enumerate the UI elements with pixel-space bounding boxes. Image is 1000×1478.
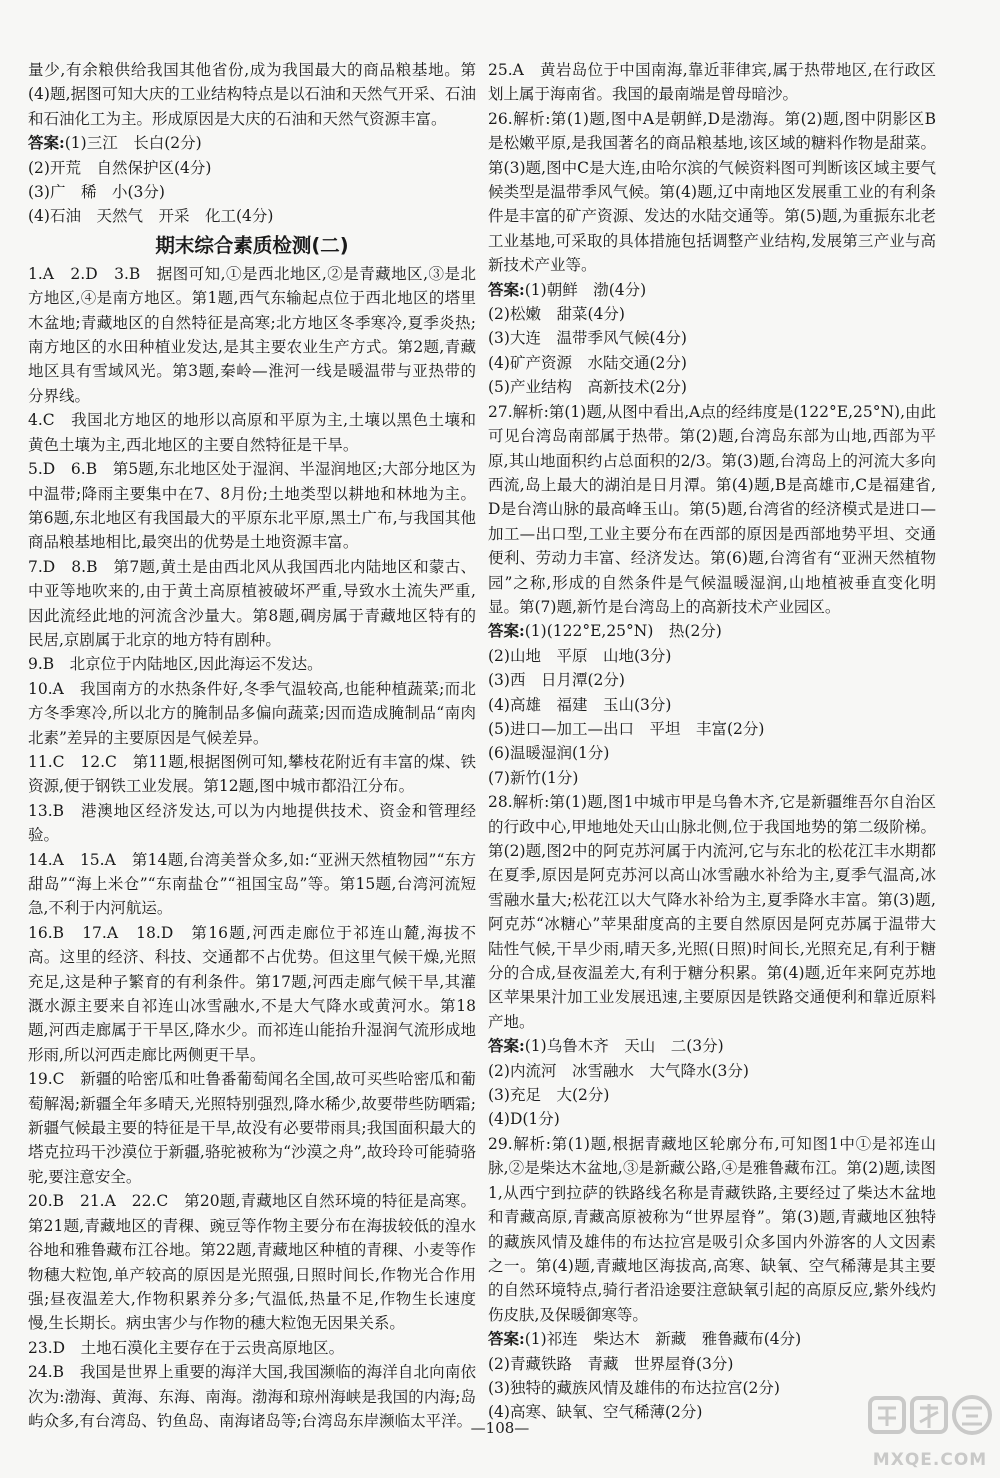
- text-line: [28, 848, 476, 921]
- entry-text: (6)温暖湿润(1分): [488, 744, 610, 763]
- text-line: [488, 375, 936, 399]
- entry-text: 9.B 北京位于内陆地区,因此海运不发达。: [28, 655, 323, 674]
- watermark-icon: [866, 1392, 994, 1454]
- entry-text: 10.A 我国南方的水热条件好,冬季气温较高,也能种植蔬菜;而北方冬季寒冷,所以北方的腌制品多偏向蔬菜;因而造成腌制品“南肉北素”差异的主要原因是气候差异。: [28, 679, 476, 747]
- answer-line: [488, 1034, 936, 1058]
- entry-text: 13.B 港澳地区经济发达,可以为内地提供技术、资金和管理经验。: [28, 801, 476, 845]
- answer-label: 答案:: [488, 1329, 525, 1349]
- text-line: [488, 1132, 936, 1327]
- answer-label: 答案:: [488, 621, 525, 641]
- text-line: [488, 766, 936, 790]
- text-line: [28, 677, 476, 750]
- entry-text: 1.A 2.D 3.B 据图可知,①是西北地区,②是青藏地区,③是北方地区,④是南方地区。第1题,西气东输起点位于西北地区的塔里木盆地;青藏地区的自然特征是高寒;北方地区冬季寒冷,夏季炎热;南方地区的水田种植业发达,是其主要农业生产方式。第2题,青藏地区具有雪域风光。第3题,秦岭—淮河一线是暖温带与亚热带的分界线。: [28, 264, 476, 405]
- text-line: [28, 921, 476, 1067]
- text-line: [28, 1067, 476, 1189]
- entry-text: 11.C 12.C 第11题,根据图例可知,攀枝花附近有丰富的煤、铁资源,便于钢铁工业发展。第12题,图中城市都沿江分布。: [28, 752, 476, 796]
- entry-text: (2)松嫩 甜菜(4分): [488, 305, 625, 324]
- entry-text: 24.B 我国是世界上重要的海洋大国,我国濒临的海洋自北向南依次为:渤海、黄海、东海、南海。渤海和琼州海峡是我国的内海;岛屿众多,有台湾岛、钓鱼岛、南海诸岛等;台湾岛东岸濒临太平洋。: [28, 1363, 476, 1430]
- entry-text: 19.C 新疆的哈密瓜和吐鲁番葡萄闻名全国,故可买些哈密瓜和葡萄解渴;新疆全年多晴天,光照特别强烈,降水稀少,故要带些防晒霜;新疆气候最主要的特征是干旱,故没有必要带雨具;我国面积最大的塔克拉玛干沙漠位于新疆,骆驼被称为“沙漠之舟”,故玲玲可能骑骆驼,要注意安全。: [28, 1070, 476, 1186]
- text-line: [488, 790, 936, 1034]
- answer-line: [488, 278, 936, 302]
- answer-line: [488, 1327, 936, 1351]
- text-line: [488, 1107, 936, 1131]
- entry-text: (4)D(1分): [488, 1110, 560, 1129]
- entry-text: (3)独特的藏族风情及雄伟的布达拉宫(2分): [488, 1378, 780, 1397]
- entry-text: (2)内流河 冰雪融水 大气降水(3分): [488, 1061, 749, 1080]
- text-line: [488, 107, 936, 278]
- page-number: —108—: [470, 1419, 530, 1437]
- entry-text: (4)矿产资源 水陆交通(2分): [488, 353, 687, 372]
- text-line: [28, 262, 476, 408]
- entry-text: 25.A 黄岩岛位于中国南海,靠近菲律宾,属于热带地区,在行政区划上属于海南省。我国的最南端是曾母暗沙。: [488, 61, 936, 104]
- text-line: [488, 693, 936, 717]
- text-line: [28, 204, 476, 228]
- entry-text: (2)开荒 自然保护区(4分): [28, 158, 212, 177]
- entry-text: (7)新竹(1分): [488, 768, 579, 787]
- text-line: [488, 58, 936, 107]
- answer-line: [28, 131, 476, 155]
- entry-text: 5.D 6.B 第5题,东北地区处于湿润、半湿润地区;大部分地区为中温带;降雨主要集中在7、8月份;土地类型以耕地和林地为主。第6题,东北地区有我国最大的平原东北平原,黑土广布,与我国其他商品粮基地相比,最突出的优势是土地资源丰富。: [28, 460, 476, 552]
- entry-text: (5)进口—加工—出口 平坦 丰富(2分): [488, 719, 765, 738]
- text-line: [488, 326, 936, 350]
- entry-text: 27.解析:第(1)题,从图中看出,A点的经纬度是(122°E,25°N),由此可见台湾岛南部属于热带。第(2)题,台湾岛东部为山地,西部为平原,其山地面积约占总面积的2/3。第(3)题,台湾岛上的河流大多向西流,岛上最大的湖泊是日月潭。第(4)题,B是高雄市,C是福建省,D是台湾山脉的最高峰玉山。第(5)题,台湾省的经济模式是进口—加工—出口型,工业主要分布在西部的原因是西部地势平坦、交通便利、劳动力丰富、经济发达。第(6)题,台湾省有“亚洲天然植物园”之称,形成的自然条件是气候温暖湿润,山地植被垂直变化明显。第(7)题,新竹是台湾岛上的高新技术产业园区。: [488, 402, 937, 616]
- text-line: [488, 351, 936, 375]
- text-line: [28, 1189, 476, 1335]
- right-column: [488, 58, 936, 1425]
- entry-text: 14.A 15.A 第14题,台湾美誉众多,如:“亚洲天然植物园”“东方甜岛”“海上米仓”“东南盐仓”“祖国宝岛”等。第15题,台湾河流短急,不利于内河航运。: [28, 850, 476, 918]
- left-column: [28, 58, 476, 1433]
- entry-text: 28.解析:第(1)题,图1中城市甲是乌鲁木齐,它是新疆维吾尔自治区的行政中心,甲地地处天山山脉北侧,位于我国地势的第二级阶梯。第(2)题,图2中的阿克苏河属于内流河,它与东北的松花江丰水期都在夏季,原因是阿克苏河以高山冰雪融水补给为主,夏季气温高,冰雪融水量大;松花江以大气降水补给为主,夏季降水丰富。第(3)题,阿克苏“冰糖心”苹果甜度高的主要自然原因是阿克苏属于温带大陆性气候,干旱少雨,晴天多,光照(日照)时间长,光照充足,有利于糖分的合成,昼夜温差大,有利于糖分积累。第(4)题,近年来阿克苏地区苹果果汁加工业发展迅速,主要原因是铁路交通便利和靠近原料产地。: [488, 793, 936, 1031]
- answer-label: 答案:: [488, 1036, 525, 1056]
- watermark-text: MXQE.COM: [872, 1449, 988, 1470]
- entry-text: (3)广 稀 小(3分): [28, 183, 165, 202]
- text-line: [28, 750, 476, 799]
- entry-text: (4)高寒、缺氧、空气稀薄(2分): [488, 1403, 703, 1422]
- entry-text: 26.解析:第(1)题,图中A是朝鲜,D是渤海。第(2)题,图中阴影区B是松嫩平原,是我国著名的商品粮基地,该区域的糖料作物是甜菜。第(3)题,图中C是大连,由哈尔滨的气候资料图可判断该区域主要气候类型是温带季风气候。第(4)题,辽中南地区发展重工业的有利条件是丰富的矿产资源、发达的水陆交通等。第(5)题,为重振东北老工业基地,可采取的具体措施包括调整产业结构,发展第三产业与高新技术产业等。: [488, 109, 936, 275]
- text-line: [488, 644, 936, 668]
- text-line: [488, 668, 936, 692]
- entry-text: (1)乌鲁木齐 天山 二(3分): [524, 1037, 724, 1056]
- entry-text: (1)朝鲜 渤(4分): [524, 280, 647, 299]
- entry-text: (4)石油 天然气 开采 化工(4分): [28, 207, 274, 226]
- entry-text: (5)产业结构 高新技术(2分): [488, 378, 687, 397]
- entry-text: (1)祁连 柴达木 新藏 雅鲁藏布(4分): [524, 1330, 802, 1349]
- text-line: [28, 1336, 476, 1360]
- text-line: [28, 457, 476, 555]
- text-line: [28, 652, 476, 676]
- answer-line: [488, 619, 936, 643]
- text-line: [488, 400, 936, 620]
- entry-text: 23.D 土地石漠化主要存在于云贵高原地区。: [28, 1338, 345, 1357]
- entry-text: (2)青藏铁路 青藏 世界屋脊(3分): [488, 1354, 734, 1373]
- text-line: [488, 302, 936, 326]
- watermark-logo: [866, 1392, 994, 1474]
- section-title: 期末综合素质检测(二): [155, 233, 349, 257]
- entry-text: (3)西 日月潭(2分): [488, 671, 625, 690]
- answer-label: 答案:: [28, 133, 65, 153]
- entry-text: (4)高雄 福建 玉山(3分): [488, 695, 672, 714]
- entry-text: 16.B 17.A 18.D 第16题,河西走廊位于祁连山麓,海拔不高。这里的经济、科技、交通都不占优势。但这里气候干燥,光照充足,这是种子繁育的有利条件。第17题,河西走廊气候干旱,其灌溉水源主要来自祁连山冰雪融水,不是大气降水或黄河水。第18题,河西走廊属于干旱区,降水少。而祁连山能抬升湿润气流形成地形雨,所以河西走廊比两侧更干旱。: [28, 923, 476, 1064]
- entry-text: (1)(122°E,25°N) 热(2分): [524, 622, 722, 641]
- entry-text: 29.解析:第(1)题,根据青藏地区轮廓分布,可知图1中①是祁连山脉,②是柴达木盆地,③是新藏公路,④是雅鲁藏布江。第(2)题,读图1,从西宁到拉萨的铁路线名称是青藏铁路,主要经过了柴达木盆地和青藏高原,青藏高原被称为“世界屋脊”。第(3)题,青藏地区独特的藏族风情及雄伟的布达拉宫是吸引众多国内外游客的人文因素之一。第(4)题,青藏地区海拔高,高寒、缺氧、空气稀薄是其主要的自然环境特点,骑行者沿途要注意缺氧引起的高原反应,紫外线灼伤皮肤,及保暖御寒等。: [488, 1134, 936, 1324]
- text-line: [488, 1083, 936, 1107]
- text-line: [488, 741, 936, 765]
- entry-text: (2)山地 平原 山地(3分): [488, 646, 672, 665]
- entry-text: (1)三江 长白(2分): [64, 134, 202, 153]
- text-line: [28, 156, 476, 180]
- entry-text: (3)大连 温带季风气候(4分): [488, 329, 687, 348]
- entry-text: 7.D 8.B 第7题,黄土是由西北风从我国西北内陆地区和蒙古、中亚等地吹来的,由于黄土高原植被破坏严重,导致水土流失严重,因此流经此地的河流含沙量大。第8题,碉房属于青藏地区特有的民居,京剧属于北京的地方特有剧种。: [28, 557, 476, 649]
- entry-text: 4.C 我国北方地区的地形以高原和平原为主,土壤以黑色土壤和黄色土壤为主,西北地区的主要自然特征是干旱。: [28, 411, 476, 454]
- entry-text: 20.B 21.A 22.C 第20题,青藏地区自然环境的特征是高寒。第21题,青藏地区的青稞、豌豆等作物主要分布在海拔较低的湟水谷地和雅鲁藏布江谷地。第22题,青藏地区种植的青稞、小麦等作物穗大粒饱,单产较高的原因是光照强,日照时间长,作物光合作用强;昼夜温差大,作物积累养分多;气温低,热量不足,作物生长速度慢,生长期长。病虫害少与作物的穗大粒饱无因果关系。: [28, 1192, 476, 1333]
- answer-label: 答案:: [488, 279, 525, 299]
- text-line: [28, 408, 476, 457]
- entry-text: 量少,有余粮供给我国其他省份,成为我国最大的商品粮基地。第(4)题,据图可知大庆的工业结构特点是以石油和天然气开采、石油和石油化工为主。形成原因是大庆的石油和天然气资源丰富。: [28, 61, 476, 128]
- text-line: [488, 717, 936, 741]
- text-line: [28, 180, 476, 204]
- text-line: [488, 1059, 936, 1083]
- text-line: [28, 555, 476, 653]
- entry-text: (3)充足 大(2分): [488, 1086, 610, 1105]
- text-line: [28, 799, 476, 848]
- text-line: [28, 58, 476, 131]
- text-line: [488, 1352, 936, 1376]
